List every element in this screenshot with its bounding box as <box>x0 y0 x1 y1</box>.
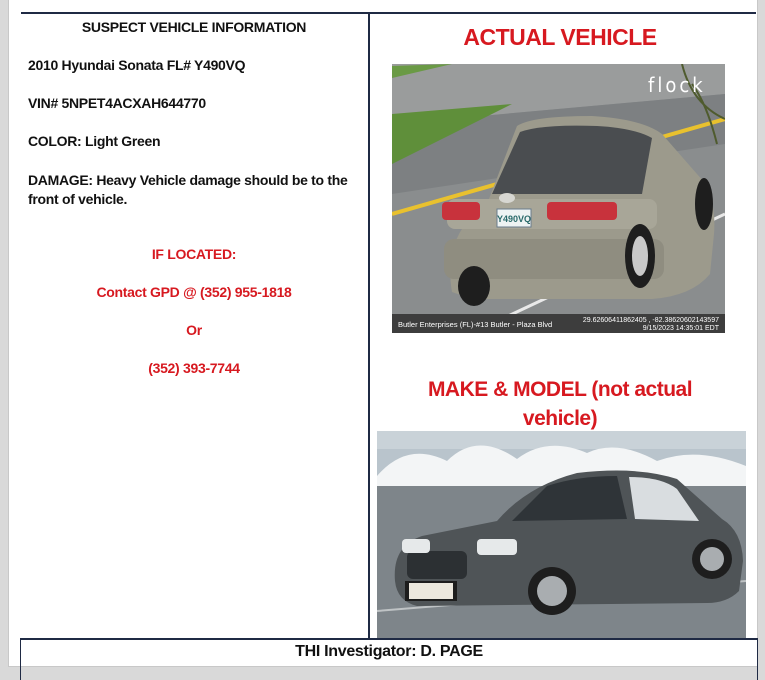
make-model-title <box>380 375 740 433</box>
plate-text: Y490VQ <box>496 214 532 224</box>
vehicle-line: 2010 Hyundai Sonata FL# Y490VQ <box>28 57 246 73</box>
make-model-photo <box>377 431 746 638</box>
suspect-info-column <box>21 14 367 638</box>
actual-vehicle-image <box>392 64 725 333</box>
or-label: Or <box>186 322 202 338</box>
actual-vehicle-photo <box>392 64 725 333</box>
column-divider <box>368 14 370 638</box>
document-page <box>9 0 757 666</box>
contact-line: Contact GPD @ (352) 955-1818 <box>96 284 292 300</box>
if-located-label: IF LOCATED: <box>151 246 237 262</box>
actual-vehicle-title: ACTUAL VEHICLE <box>463 24 657 50</box>
damage-line: DAMAGE: Heavy Vehicle damage should be to the front of vehicle. <box>28 172 348 207</box>
footer-box <box>20 638 758 680</box>
suspect-heading: SUSPECT VEHICLE INFORMATION <box>81 19 307 35</box>
photo-location-caption: Butler Enterprises (FL)-#13 Butler - Plaza Blvd <box>398 320 553 329</box>
color-line: COLOR: Light Green <box>28 133 161 149</box>
investigator-line: THI Investigator: D. PAGE <box>295 643 483 660</box>
vin-line: VIN# 5NPET4ACXAH644770 <box>28 95 206 111</box>
make-model-title-line2: vehicle) <box>522 407 598 430</box>
photo-coords-caption: 29.62606411862405 , -82.38620602143597 <box>582 317 719 324</box>
make-model-title-line1: MAKE & MODEL (not actual <box>427 378 693 401</box>
photo-time-caption: 9/15/2023 14:35:01 EDT <box>642 325 719 332</box>
flock-watermark: flock <box>648 73 706 97</box>
alt-phone-line: (352) 393-7744 <box>148 360 240 376</box>
make-model-image <box>377 431 746 638</box>
